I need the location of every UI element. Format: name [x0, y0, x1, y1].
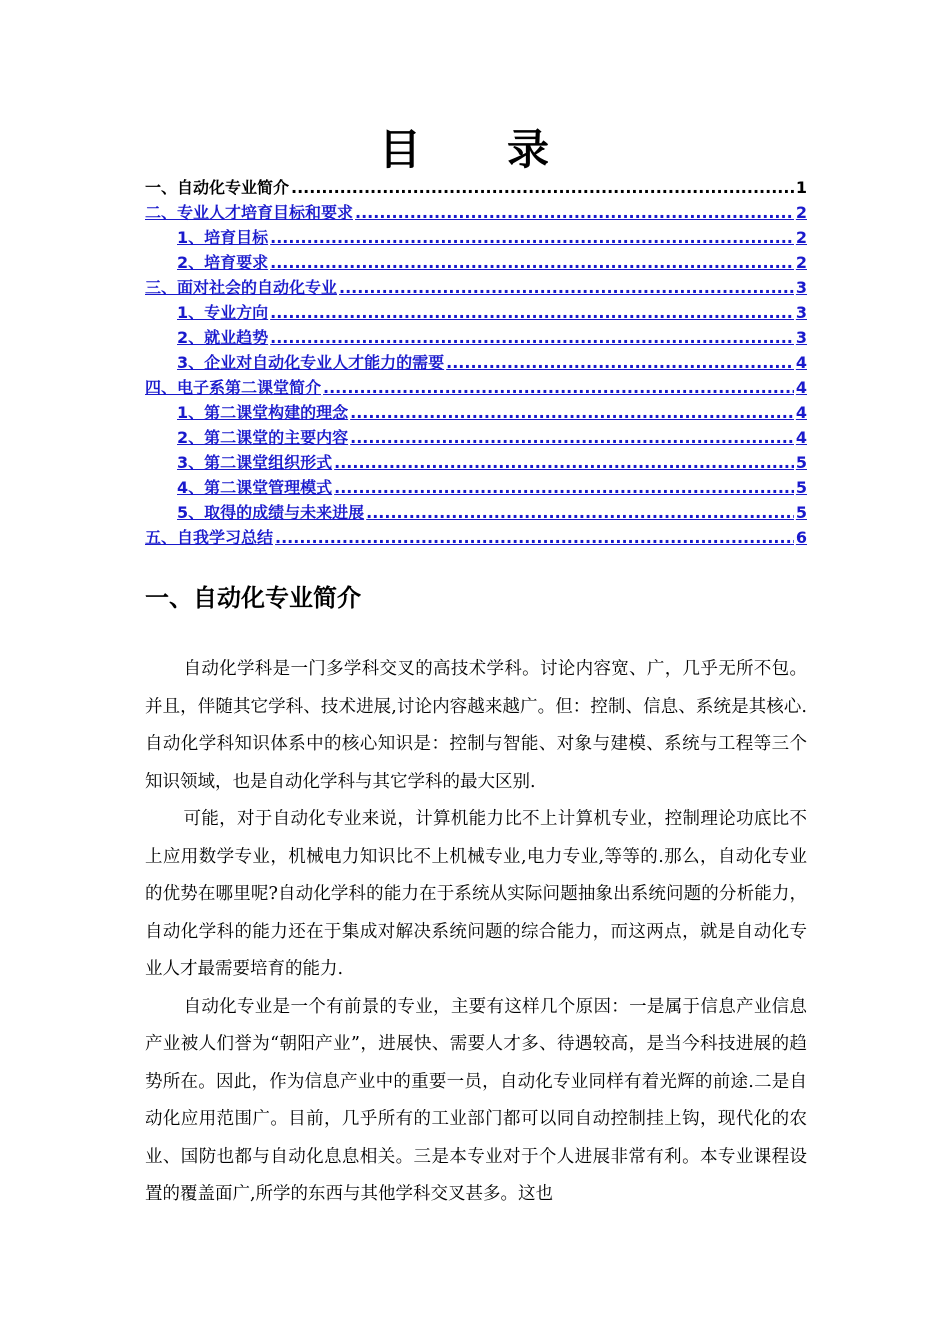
- toc-leader-dots: [350, 425, 794, 450]
- toc-entry-page: 3: [795, 278, 807, 297]
- toc-leader-dots: [334, 450, 794, 475]
- toc-entry[interactable]: [145, 350, 807, 375]
- toc-entry-text: 3、第二课堂组织形式: [177, 453, 333, 472]
- toc-entry-text: 三、面对社会的自动化专业: [145, 278, 338, 297]
- toc-entry[interactable]: [145, 375, 807, 400]
- toc-entry-page: 1: [795, 178, 807, 197]
- toc-entry-page: 2: [795, 228, 807, 247]
- toc-leader-dots: [270, 325, 794, 350]
- section-body: [145, 651, 807, 1214]
- toc-leader-dots: [270, 250, 794, 275]
- toc-title: 目 录: [378, 125, 571, 174]
- toc-entry-page: 2: [795, 203, 807, 222]
- toc-entry[interactable]: [145, 500, 807, 525]
- toc-entry-page: 4: [795, 378, 807, 397]
- toc-leader-dots: [270, 225, 794, 250]
- toc-leader-dots: [270, 300, 794, 325]
- toc-entry[interactable]: [145, 275, 807, 300]
- paragraph: 可能，对于自动化专业来说，计算机能力比不上计算机专业，控制理论功底比不上应用数学专业，机械电力知识比不上机械专业,电力专业,等等的.那么，自动化专业的优势在哪里呢?自动化学科的能力在于系统从实际问题抽象出系统问题的分析能力，自动化学科的能力还在于集成对解决系统问题的综合能力，而这两点，就是自动化专业人才最需要培育的能力.: [145, 809, 807, 979]
- toc-leader-dots: [339, 275, 794, 300]
- toc-leader-dots: [323, 375, 794, 400]
- toc-entry-page: 3: [795, 303, 807, 322]
- toc-entry-page: 5: [795, 503, 807, 522]
- toc-leader-dots: [275, 525, 794, 550]
- toc-entry-page: 4: [795, 353, 807, 372]
- toc-entry-text: 4、第二课堂管理模式: [177, 478, 333, 497]
- toc-entry-text: 2、就业趋势: [177, 328, 269, 347]
- toc-leader-dots: [355, 200, 794, 225]
- toc-entry-page: 2: [795, 253, 807, 272]
- toc-entry-text: 四、电子系第二课堂简介: [145, 378, 322, 397]
- toc-leader-dots: [366, 500, 794, 525]
- toc-leader-dots: [334, 475, 794, 500]
- toc-leader-dots: [291, 175, 794, 200]
- table-of-contents: [145, 175, 807, 550]
- section-heading: 一、自动化专业简介: [145, 584, 361, 612]
- toc-entry[interactable]: [145, 425, 807, 450]
- toc-entry[interactable]: [145, 200, 807, 225]
- toc-entry-text: 五、自我学习总结: [145, 528, 274, 547]
- toc-entry-text: 2、培育要求: [177, 253, 269, 272]
- toc-entry-text: 3、企业对自动化专业人才能力的需要: [177, 353, 445, 372]
- toc-entry-text: 1、第二课堂构建的理念: [177, 403, 349, 422]
- toc-entry[interactable]: [145, 300, 807, 325]
- toc-entry-page: 4: [795, 403, 807, 422]
- toc-entry[interactable]: [145, 325, 807, 350]
- toc-entry[interactable]: [145, 525, 807, 550]
- toc-entry-page: 6: [795, 528, 807, 547]
- toc-entry[interactable]: [145, 475, 807, 500]
- toc-entry-text: 1、培育目标: [177, 228, 269, 247]
- paragraph: 自动化专业是一个有前景的专业，主要有这样几个原因：一是属于信息产业信息产业被人们誉为“朝阳产业”，进展快、需要人才多、待遇较高，是当今科技进展的趋势所在。因此，作为信息产业中的重要一员，自动化专业同样有着光辉的前途.二是自动化应用范围广。目前，几乎所有的工业部门都可以同自动控制挂上钩，现代化的农业、国防也都与自动化息息相关。三是本专业对于个人进展非常有利。本专业课程设置的覆盖面广,所学的东西与其他学科交叉甚多。这也: [145, 996, 807, 1204]
- paragraph: 自动化学科是一门多学科交叉的高技术学科。讨论内容宽、广，几乎无所不包。并且，伴随其它学科、技术进展,讨论内容越来越广。但：控制、信息、系统是其核心.自动化学科知识体系中的核心知识是：控制与智能、对象与建模、系统与工程等三个知识领域，也是自动化学科与其它学科的最大区别.: [145, 659, 807, 792]
- toc-entry[interactable]: [145, 175, 807, 200]
- toc-entry-text: 二、专业人才培育目标和要求: [145, 203, 354, 222]
- toc-leader-dots: [350, 400, 794, 425]
- toc-entry-page: 5: [795, 478, 807, 497]
- toc-leader-dots: [446, 350, 794, 375]
- toc-entry-page: 3: [795, 328, 807, 347]
- toc-entry-text: 2、第二课堂的主要内容: [177, 428, 349, 447]
- toc-entry-text: 1、专业方向: [177, 303, 269, 322]
- toc-entry[interactable]: [145, 400, 807, 425]
- toc-entry[interactable]: [145, 450, 807, 475]
- toc-entry-page: 5: [795, 453, 807, 472]
- toc-entry[interactable]: [145, 225, 807, 250]
- toc-entry-text: 5、取得的成绩与未来进展: [177, 503, 365, 522]
- toc-entry-page: 4: [795, 428, 807, 447]
- toc-entry-text: 一、自动化专业简介: [145, 178, 290, 197]
- toc-entry[interactable]: [145, 250, 807, 275]
